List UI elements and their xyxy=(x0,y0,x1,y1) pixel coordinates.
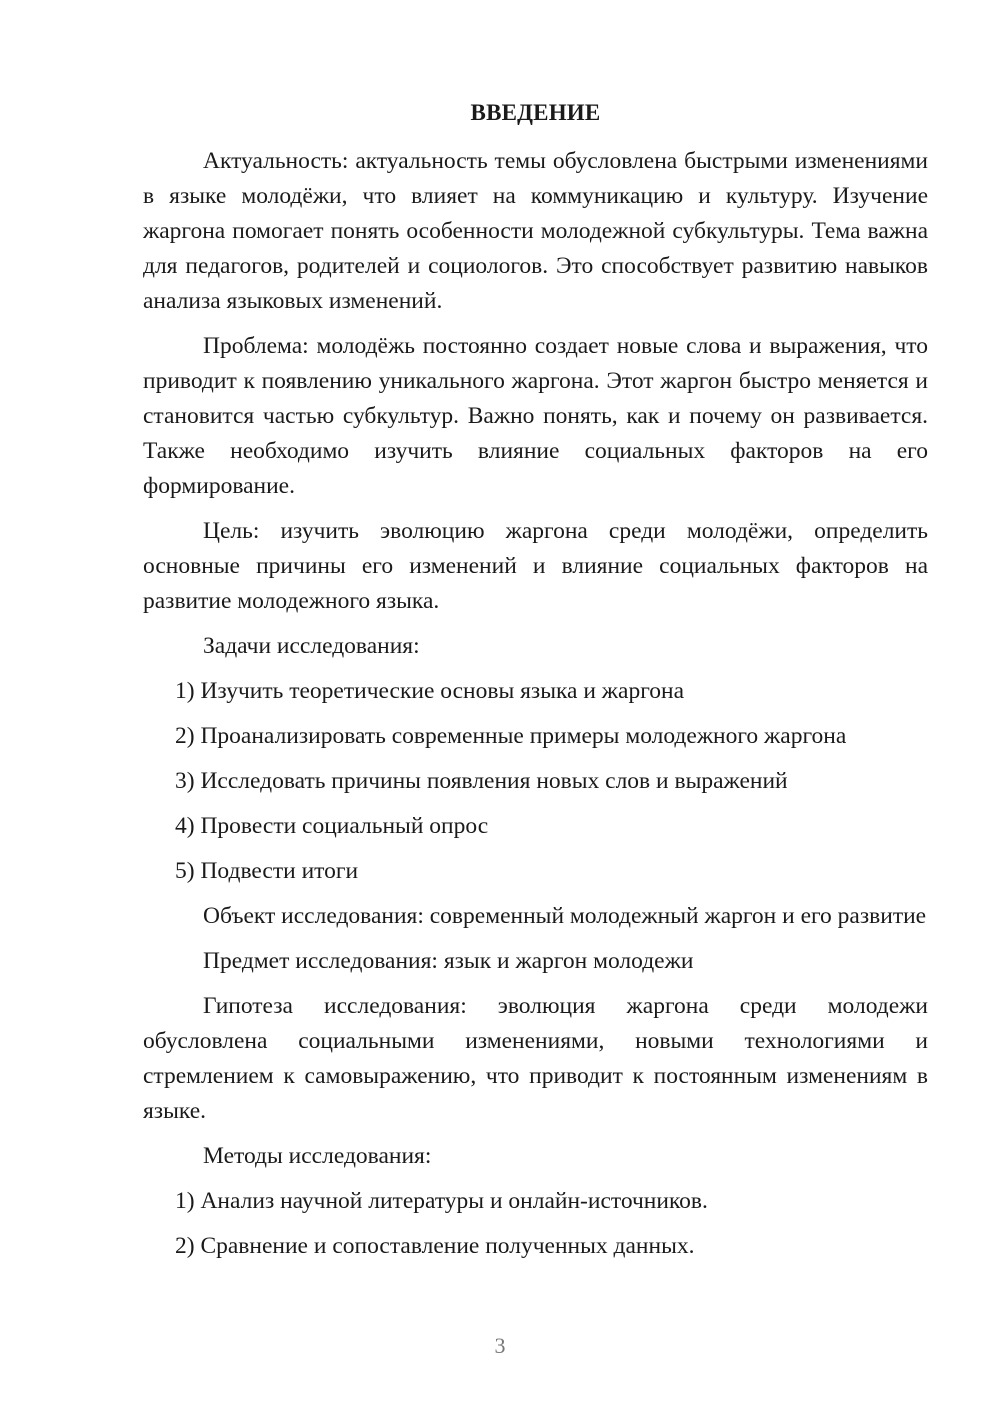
methods-heading: Методы исследования: xyxy=(203,1143,432,1169)
paragraph-goal: Цель: изучить эволюцию жаргона среди молодёжи, определить основные причины его изменений и влияние социальных факторов на развитие молодежного языка. xyxy=(143,518,928,614)
task-item-4: 4) Провести социальный опрос xyxy=(175,813,489,839)
section-title: ВВЕДЕНИЕ xyxy=(470,100,601,125)
task-item-3: 3) Исследовать причины появления новых слов и выражений xyxy=(175,768,788,794)
paragraph-problem: Проблема: молодёжь постоянно создает новые слова и выражения, что приводит к появлению уникального жаргона. Этот жаргон быстро меняется и становится частью субкультур. Важно понять, как и почему он развивается. Также необходимо изучить влияние социальных факторов на его формирование. xyxy=(143,333,928,499)
task-item-5: 5) Подвести итоги xyxy=(175,858,359,884)
paragraph-relevance: Актуальность: актуальность темы обусловлена быстрыми изменениями в языке молодёжи, что влияет на коммуникацию и культуру. Изучение жаргона помогает понять особенности молодежной субкультуры. Тема важна для педагогов, родителей и социологов. Это способствует развитию навыков анализа языковых изменений. xyxy=(143,148,928,314)
page-content xyxy=(143,95,928,1274)
page-number: 3 xyxy=(494,1333,506,1358)
tasks-heading: Задачи исследования: xyxy=(203,633,420,659)
task-item-1: 1) Изучить теоретические основы языка и жаргона xyxy=(175,678,685,704)
paragraph-subject: Предмет исследования: язык и жаргон молодежи xyxy=(203,948,694,974)
paragraph-object: Объект исследования: современный молодежный жаргон и его развитие xyxy=(203,903,927,929)
method-item-2: 2) Сравнение и сопоставление полученных данных. xyxy=(175,1233,695,1259)
paragraph-hypothesis: Гипотеза исследования: эволюция жаргона среди молодежи обусловлена социальными изменениями, новыми технологиями и стремлением к самовыражению, что приводит к постоянным изменениям в языке. xyxy=(143,993,928,1124)
method-item-1: 1) Анализ научной литературы и онлайн-источников. xyxy=(175,1188,708,1214)
task-item-2: 2) Проанализировать современные примеры молодежного жаргона xyxy=(175,723,847,749)
